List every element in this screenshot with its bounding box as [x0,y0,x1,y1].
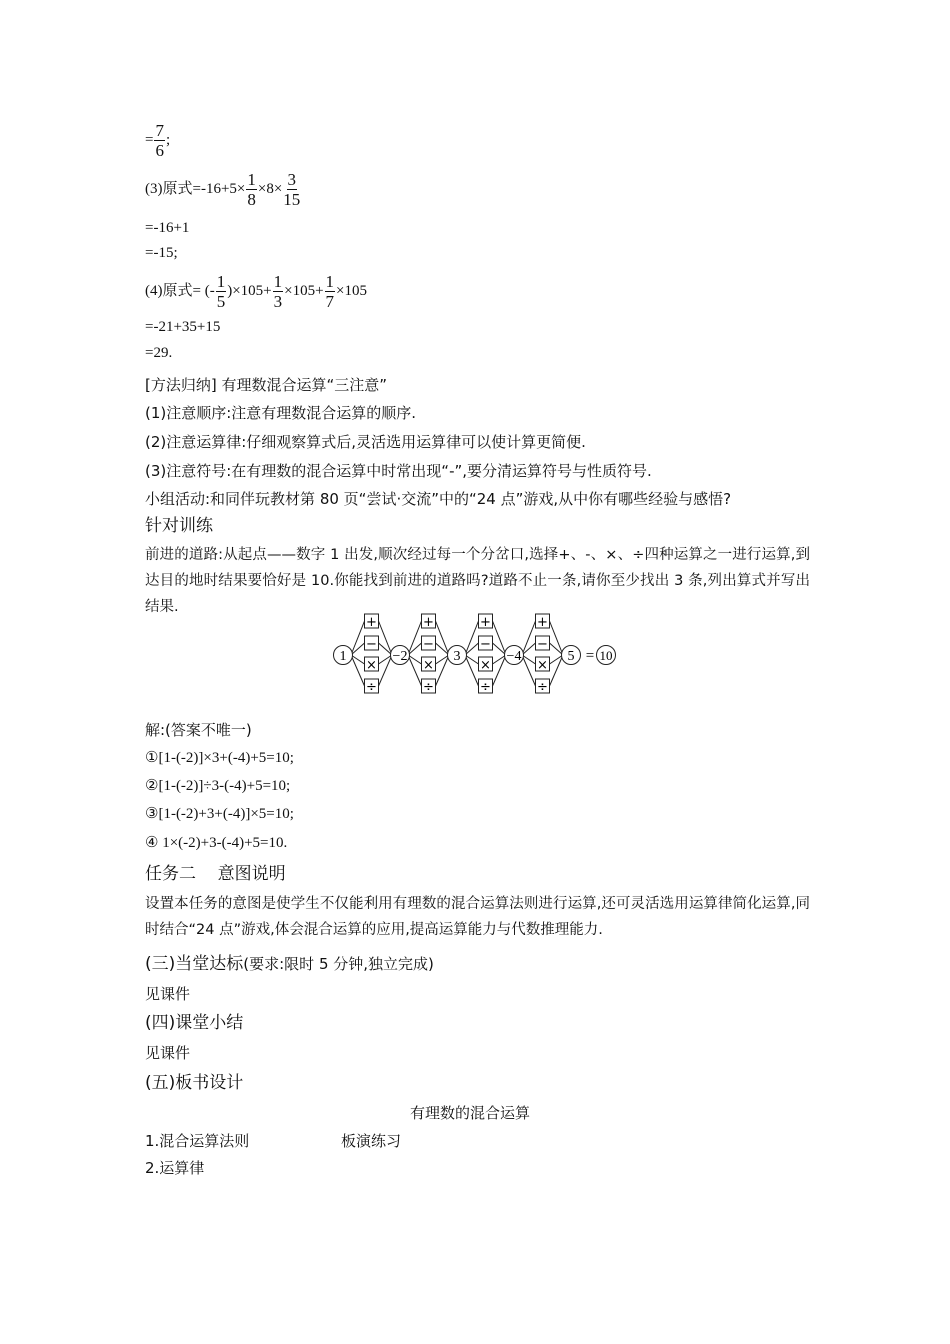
operator-label: ÷ [366,680,377,695]
equals-sign: = [585,648,595,664]
practice-title: 针对训练 [145,516,213,536]
section-4-heading: (四)课堂小结 [145,1013,244,1033]
path-diagram [320,608,630,702]
operator-label: ÷ [423,680,434,695]
operator-label: ÷ [537,680,548,695]
operator-label: × [537,658,548,673]
operator-label: − [366,637,377,652]
operator-label: − [423,637,434,652]
group-activity: 小组活动:和同伴玩教材第 80 页“尝试·交流”中的“24 点”游戏,从中你有哪些经验与感悟? [145,490,732,508]
operator-label: × [480,658,491,673]
answer-intro: 解:(答案不唯一) [145,721,252,739]
operator-label: × [423,658,434,673]
operator-label: − [537,637,548,652]
answer-line: ③[1-(-2)+3+(-4)]×5=10; [145,806,294,822]
section-3-heading: (三)当堂达标(要求:限时 5 分钟,独立完成) [145,954,434,974]
solution-line: (3)原式=-16+5× $\frac{1}{8}$ ×8× $\frac{3}{15}$ [145,170,301,209]
method-item: (3)注意符号:在有理数的混合运算中时常出现“-”,要分清运算符号与性质符号. [145,462,652,480]
operator-label: + [537,615,548,630]
practice-problem: 前进的道路:从起点——数字 1 出发,顺次经过每一个分岔口,选择+、-、×、÷四种运算之一进行运算,到达目的地时结果要恰好是 10.你能找到前进的道路吗?道路不止一条,请你至少找出 3 条,列出算式并写出结果. [145,547,810,615]
method-title: [方法归纳] 有理数混合运算“三注意” [145,376,388,394]
solution-line: =-16+1 [145,220,190,236]
answer-line: ④ 1×(-2)+3-(-4)+5=10. [145,835,288,851]
section-5-heading: (五)板书设计 [145,1073,244,1093]
solution-line: =-21+35+15 [145,319,221,335]
method-item: (2)注意运算律:仔细观察算式后,灵活选用运算律可以使计算更简便. [145,433,586,451]
answer-line: ②[1-(-2)]÷3-(-4)+5=10; [145,778,291,794]
operator-label: + [366,615,377,630]
board-item: 2.运算律 [145,1159,205,1177]
section-4-body: 见课件 [145,1044,191,1062]
answer-line: ①[1-(-2)]×3+(-4)+5=10; [145,750,294,766]
task2-title: 任务二 意图说明 [145,864,286,884]
task2-text: 设置本任务的意图是使学生不仅能利用有理数的混合运算法则进行运算,还可灵活选用运算律简化运算,同时结合“24 点”游戏,体会混合运算的应用,提高运算能力与代数推理能力. [145,896,810,938]
node-label: 3 [453,649,461,664]
node-label: −4 [506,649,522,664]
operator-label: ÷ [480,680,491,695]
operator-label: + [423,615,434,630]
node-label: 5 [567,649,575,664]
board-item: 1.混合运算法则 [145,1132,250,1150]
solution-line: =-15; [145,245,178,261]
operator-label: + [480,615,491,630]
solution-line: =29. [145,345,173,361]
operator-label: − [480,637,491,652]
solution-line: = $\frac{7}{6}$ ; [145,121,171,160]
solution-line: (4)原式= (- $\frac{1}{5}$ )×105+ $\frac{1}{3}$ ×105+ $\frac{1}{7}$ ×105 [145,272,368,311]
section-3-body: 见课件 [145,985,191,1003]
target-label: 10 [599,648,613,663]
operator-label: × [366,658,377,673]
board-title: 有理数的混合运算 [410,1104,531,1122]
method-item: (1)注意顺序:注意有理数混合运算的顺序. [145,404,417,422]
board-item-right: 板演练习 [341,1132,402,1150]
node-label: 1 [339,649,347,664]
node-label: −2 [392,649,408,664]
